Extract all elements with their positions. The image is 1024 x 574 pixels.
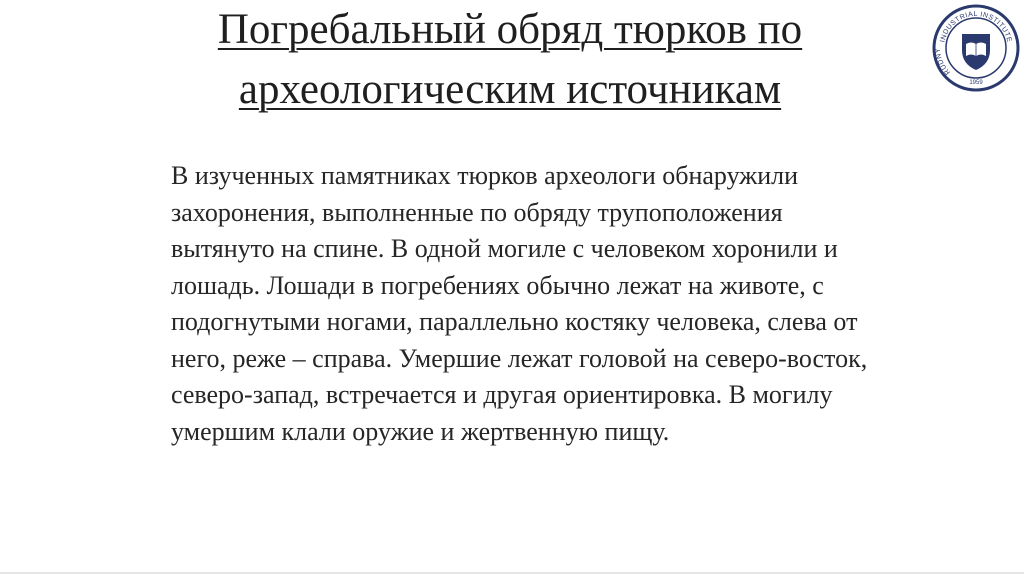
seal-top-text: INDUSTRIAL INSTITUTE bbox=[939, 10, 1013, 44]
seal-side-text: RUDNY bbox=[934, 47, 952, 76]
body-line: подогнутыми ногами, параллельно костяку человека, слева от bbox=[171, 307, 858, 336]
body-line: вытянуто на спине. В одной могиле с человеком хоронили и bbox=[171, 234, 838, 263]
title-line-1: Погребальный обряд тюрков по bbox=[217, 6, 803, 53]
body-line: В изученных памятниках тюрков археологи обнаружили bbox=[171, 161, 799, 190]
body-line: него, реже – справа. Умершие лежат головой на северо-восток, bbox=[171, 343, 868, 373]
slide-title bbox=[80, 0, 940, 120]
seal-year: 1959 bbox=[969, 80, 983, 86]
body-line: северо-запад, встречается и другая ориентировка. В могилу bbox=[171, 380, 833, 409]
body-line: умершим клали оружие и жертвенную пищу. bbox=[171, 416, 670, 446]
slide-body-text bbox=[171, 158, 951, 450]
body-line: лошадь. Лошади в погребениях обычно лежат на животе, с bbox=[171, 270, 824, 300]
title-line-2: археологическим источникам bbox=[238, 66, 782, 113]
body-line: захоронения, выполненные по обряду трупоположения bbox=[171, 197, 783, 227]
university-seal-icon bbox=[932, 4, 1020, 92]
